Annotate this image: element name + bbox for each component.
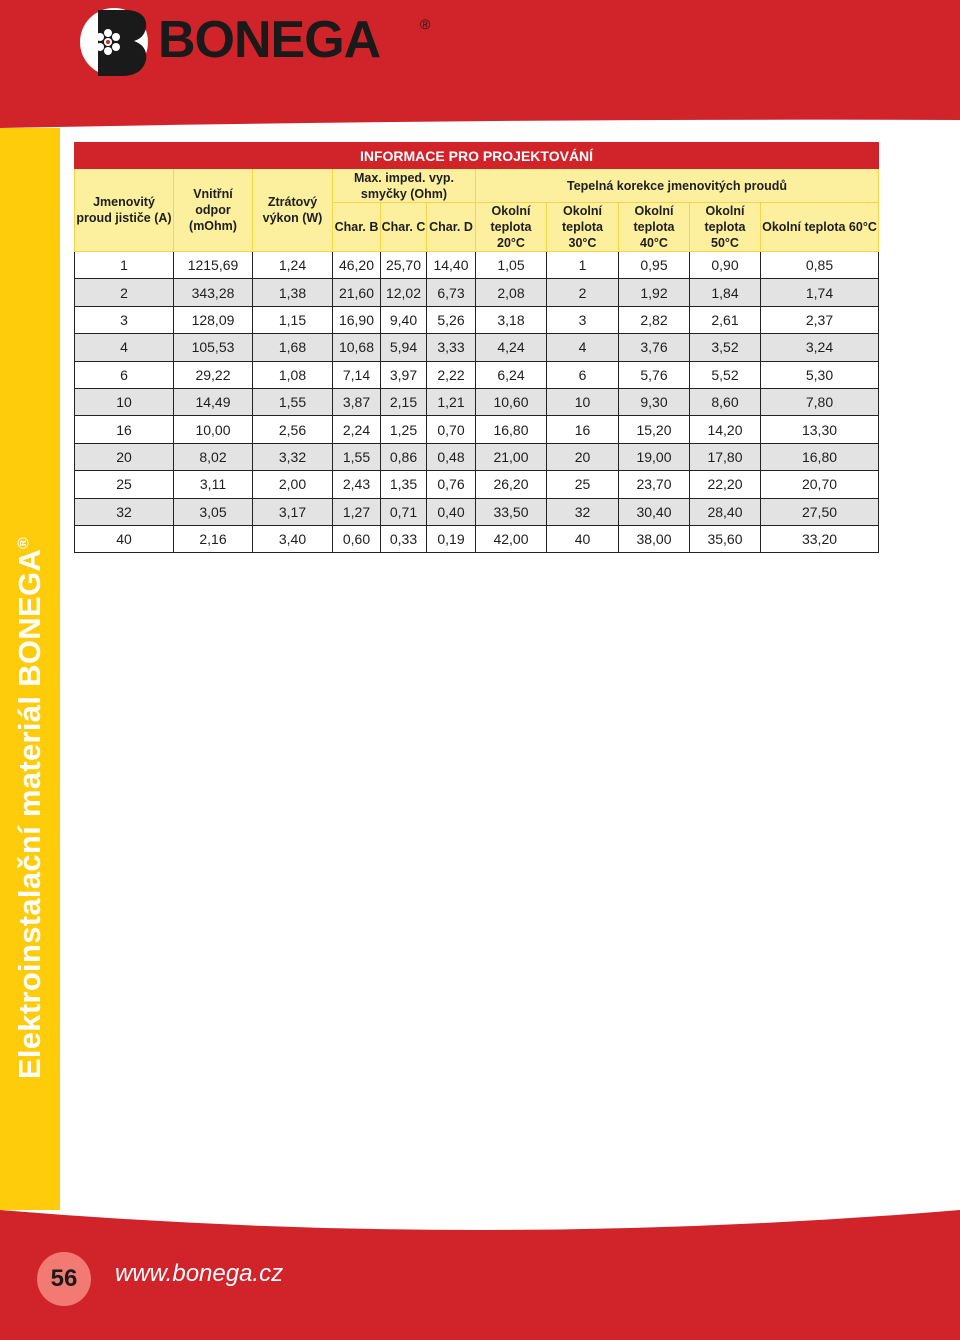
table-cell: 2,22 (427, 361, 476, 388)
table-cell: 10 (75, 388, 174, 415)
website-link[interactable]: www.bonega.cz (115, 1260, 284, 1287)
table-cell: 20,70 (761, 471, 879, 498)
table-cell: 2,43 (333, 471, 381, 498)
table-cell: 0,86 (381, 443, 427, 470)
table-cell: 0,60 (333, 525, 381, 552)
table-cell: 3,97 (381, 361, 427, 388)
table-cell: 3,18 (476, 306, 547, 333)
table-cell: 10 (547, 388, 619, 415)
table-row (75, 498, 879, 525)
table-cell: 2 (547, 279, 619, 306)
table-cell: 15,20 (619, 416, 690, 443)
table-row (75, 334, 879, 361)
col-header-temp-20: Okolní teplota 20°C (476, 203, 547, 252)
table-cell: 14,40 (427, 252, 476, 279)
table-row (75, 306, 879, 333)
table-cell: 6 (547, 361, 619, 388)
table-cell: 16,80 (476, 416, 547, 443)
table-cell: 0,48 (427, 443, 476, 470)
table-cell: 1,05 (476, 252, 547, 279)
table-cell: 13,30 (761, 416, 879, 443)
table-cell: 0,95 (619, 252, 690, 279)
table-cell: 0,90 (690, 252, 761, 279)
table-cell: 10,00 (174, 416, 253, 443)
table-cell: 6,24 (476, 361, 547, 388)
table-cell: 27,50 (761, 498, 879, 525)
table-cell: 1,55 (333, 443, 381, 470)
table-cell: 25 (547, 471, 619, 498)
table-cell: 3 (75, 306, 174, 333)
table-cell: 1,08 (253, 361, 333, 388)
col-header-thermal-correction: Tepelná korekce jmenovitých proudů (476, 169, 879, 203)
table-cell: 10,60 (476, 388, 547, 415)
table-cell: 1,21 (427, 388, 476, 415)
col-header-char-c: Char. C (381, 203, 427, 252)
table-cell: 2,24 (333, 416, 381, 443)
table-cell: 343,28 (174, 279, 253, 306)
table-row (75, 416, 879, 443)
table-cell: 16 (75, 416, 174, 443)
table-row (75, 252, 879, 279)
table-title: INFORMACE PRO PROJEKTOVÁNÍ (75, 143, 879, 169)
table-cell: 33,50 (476, 498, 547, 525)
table-cell: 2,00 (253, 471, 333, 498)
table-cell: 21,60 (333, 279, 381, 306)
table-cell: 46,20 (333, 252, 381, 279)
table-cell: 17,80 (690, 443, 761, 470)
table-cell: 3,17 (253, 498, 333, 525)
table-cell: 5,76 (619, 361, 690, 388)
logo-emblem-icon (72, 4, 152, 80)
table-cell: 3,24 (761, 334, 879, 361)
table-cell: 0,33 (381, 525, 427, 552)
table-row (75, 443, 879, 470)
table-cell: 21,00 (476, 443, 547, 470)
table-body (75, 252, 879, 553)
table-cell: 20 (75, 443, 174, 470)
table-cell: 5,52 (690, 361, 761, 388)
table-cell: 1,15 (253, 306, 333, 333)
table-cell: 3,33 (427, 334, 476, 361)
table-cell: 0,76 (427, 471, 476, 498)
col-header-temp-60: Okolní teplota 60°C (761, 203, 879, 252)
table-cell: 0,19 (427, 525, 476, 552)
table-cell: 1,38 (253, 279, 333, 306)
col-header-temp-40: Okolní teplota 40°C (619, 203, 690, 252)
table-cell: 19,00 (619, 443, 690, 470)
table-cell: 32 (547, 498, 619, 525)
table-cell: 2,61 (690, 306, 761, 333)
table-cell: 0,40 (427, 498, 476, 525)
table-row (75, 471, 879, 498)
table-cell: 29,22 (174, 361, 253, 388)
table-cell: 2 (75, 279, 174, 306)
table-cell: 1 (75, 252, 174, 279)
table-cell: 28,40 (690, 498, 761, 525)
table-cell: 2,37 (761, 306, 879, 333)
table-row (75, 361, 879, 388)
table-cell: 14,49 (174, 388, 253, 415)
table-cell: 8,02 (174, 443, 253, 470)
table-cell: 14,20 (690, 416, 761, 443)
table-cell: 1 (547, 252, 619, 279)
col-header-loop-impedance: Max. imped. vyp. smyčky (Ohm) (333, 169, 476, 203)
table-cell: 8,60 (690, 388, 761, 415)
table-cell: 2,56 (253, 416, 333, 443)
table-cell: 22,20 (690, 471, 761, 498)
table-cell: 0,70 (427, 416, 476, 443)
table-cell: 26,20 (476, 471, 547, 498)
table-cell: 25,70 (381, 252, 427, 279)
table-cell: 2,16 (174, 525, 253, 552)
table-cell: 4 (547, 334, 619, 361)
table-cell: 3,76 (619, 334, 690, 361)
table-row (75, 388, 879, 415)
table-cell: 105,53 (174, 334, 253, 361)
table-cell: 1,35 (381, 471, 427, 498)
table-cell: 16,80 (761, 443, 879, 470)
table-cell: 42,00 (476, 525, 547, 552)
brand-logo[interactable] (72, 4, 442, 80)
table-cell: 5,30 (761, 361, 879, 388)
table-cell: 5,94 (381, 334, 427, 361)
brand-name: BONEGA (158, 11, 381, 69)
table-cell: 1215,69 (174, 252, 253, 279)
table-cell: 128,09 (174, 306, 253, 333)
table-cell: 3,11 (174, 471, 253, 498)
side-label: Elektroinstalační materiál BONEGA® (12, 536, 47, 1080)
table-cell: 2,08 (476, 279, 547, 306)
side-band (0, 128, 60, 1210)
design-info-table (74, 142, 879, 553)
col-header-internal-resistance: Vnitřní odpor (mOhm) (174, 169, 253, 252)
table-row (75, 279, 879, 306)
brand-reg-mark: ® (420, 16, 431, 32)
table-cell: 30,40 (619, 498, 690, 525)
table-cell: 0,85 (761, 252, 879, 279)
table-cell: 1,92 (619, 279, 690, 306)
table-cell: 2,15 (381, 388, 427, 415)
table-cell: 1,27 (333, 498, 381, 525)
table-cell: 16,90 (333, 306, 381, 333)
table-cell: 9,30 (619, 388, 690, 415)
table-cell: 16 (547, 416, 619, 443)
table-cell: 1,84 (690, 279, 761, 306)
table-cell: 20 (547, 443, 619, 470)
table-cell: 38,00 (619, 525, 690, 552)
table-cell: 2,82 (619, 306, 690, 333)
page-number-badge (37, 1252, 91, 1306)
table-cell: 40 (547, 525, 619, 552)
table-cell: 3,87 (333, 388, 381, 415)
col-header-rated-current: Jmenovitý proud jističe (A) (75, 169, 174, 252)
table-cell: 3,52 (690, 334, 761, 361)
table-cell: 3,05 (174, 498, 253, 525)
table-cell: 5,26 (427, 306, 476, 333)
table-row (75, 525, 879, 552)
table-cell: 1,25 (381, 416, 427, 443)
col-header-char-b: Char. B (333, 203, 381, 252)
table-cell: 7,80 (761, 388, 879, 415)
table-cell: 40 (75, 525, 174, 552)
page-number: 56 (50, 1265, 78, 1292)
table-cell: 6 (75, 361, 174, 388)
table-cell: 1,24 (253, 252, 333, 279)
col-header-power-loss: Ztrátový výkon (W) (253, 169, 333, 252)
table-cell: 33,20 (761, 525, 879, 552)
table-cell: 0,71 (381, 498, 427, 525)
table-cell: 9,40 (381, 306, 427, 333)
table-cell: 32 (75, 498, 174, 525)
col-header-temp-30: Okolní teplota 30°C (547, 203, 619, 252)
table-cell: 3,32 (253, 443, 333, 470)
table-cell: 1,55 (253, 388, 333, 415)
table-cell: 4,24 (476, 334, 547, 361)
table-cell: 1,68 (253, 334, 333, 361)
col-header-char-d: Char. D (427, 203, 476, 252)
table-cell: 35,60 (690, 525, 761, 552)
table-cell: 7,14 (333, 361, 381, 388)
table-cell: 10,68 (333, 334, 381, 361)
col-header-temp-50: Okolní teplota 50°C (690, 203, 761, 252)
table-cell: 6,73 (427, 279, 476, 306)
table-cell: 4 (75, 334, 174, 361)
table-cell: 12,02 (381, 279, 427, 306)
table-cell: 23,70 (619, 471, 690, 498)
table-cell: 3,40 (253, 525, 333, 552)
table-cell: 25 (75, 471, 174, 498)
table-cell: 1,74 (761, 279, 879, 306)
table-cell: 3 (547, 306, 619, 333)
